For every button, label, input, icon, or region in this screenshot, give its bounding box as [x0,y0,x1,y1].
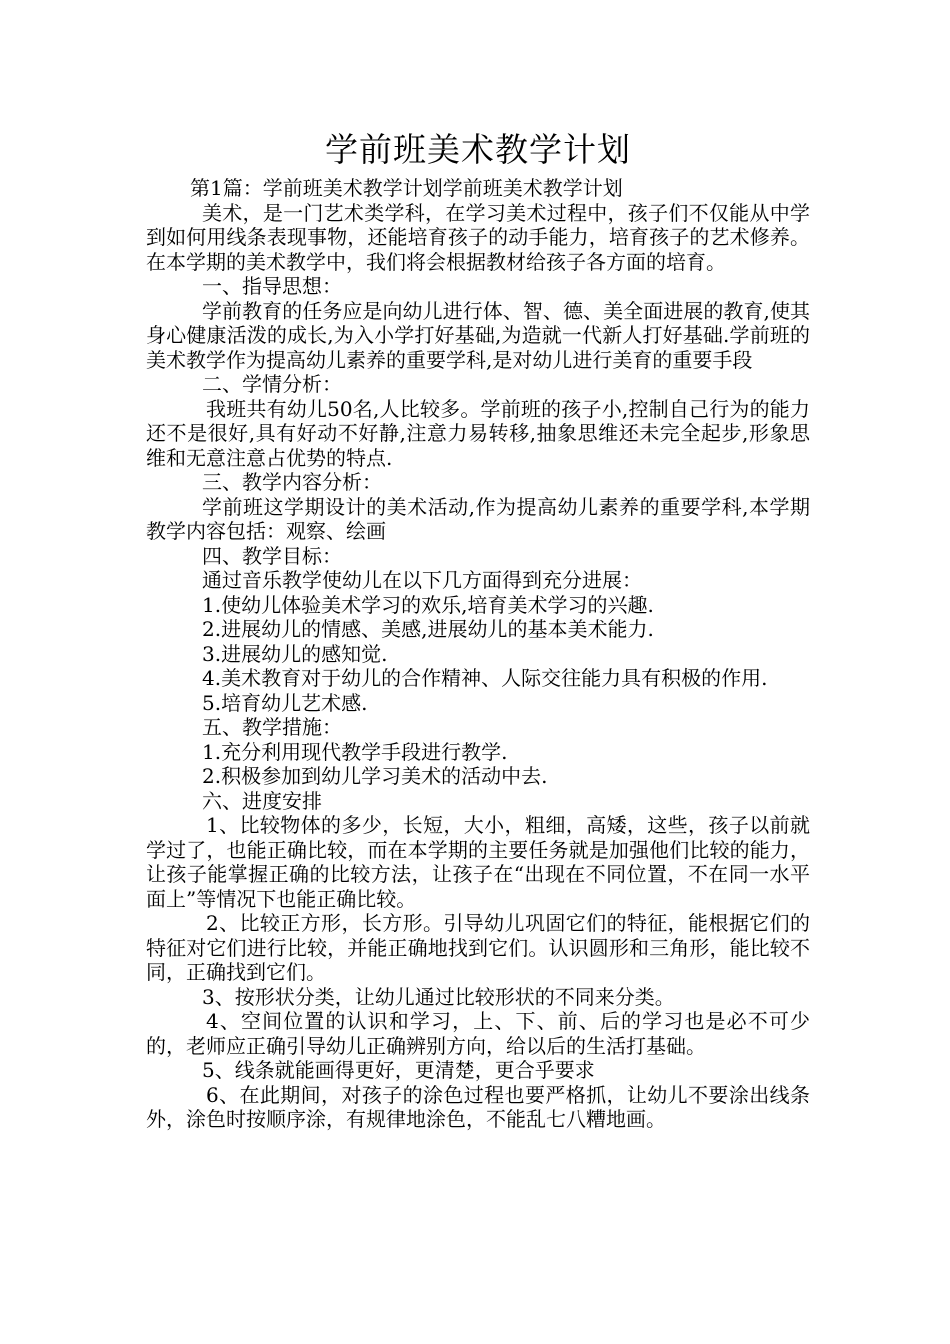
list-item: 1.充分利用现代教学手段进行教学. [202,739,508,764]
list-item: 2、比较正方形，长方形。引导幼儿巩固它们的特征，能根据它们的特征对它们进行比较，并能正确地找到它们。认识圆形和三角形，能比较不同，正确找到它们。 [146,911,810,984]
paragraph: 美术，是一门艺术类学科，在学习美术过程中，孩子们不仅能从中学到如何用线条表现事物，还能培育孩子的动手能力，培育孩子的艺术修养。在本学期的美术教学中，我们将会根据教材给孩子各方面的培育。 [146,200,810,274]
section-heading: 三、教学内容分析： [202,470,382,494]
paragraph: 学前班这学期设计的美术活动,作为提高幼儿素养的重要学科,本学期教学内容包括：观察、绘画 [146,494,810,543]
document-subtitle: 第1篇：学前班美术教学计划学前班美术教学计划 [190,176,623,200]
list-item: 6、在此期间，对孩子的涂色过程也要严格抓，让幼儿不要涂出线条外，涂色时按顺序涂，有规律地涂色，不能乱七八糟地画。 [146,1082,810,1131]
list-item: 1.使幼儿体验美术学习的欢乐,培育美术学习的兴趣. [202,592,654,617]
list-item: 5.培育幼儿艺术感. [202,690,368,715]
paragraph: 学前教育的任务应是向幼儿进行体、智、德、美全面进展的教育,使其身心健康活泼的成长,为入小学打好基础,为造就一代新人打好基础.学前班的美术教学作为提高幼儿素养的重要学科,是对幼儿进行美育的重要手段 [146,298,810,372]
section-heading: 五、教学措施： [202,715,342,739]
list-item: 3.进展幼儿的感知觉. [202,641,388,666]
document-title: 学前班美术教学计划 [325,130,631,169]
section-heading: 四、教学目标： [202,543,342,568]
paragraph: 我班共有幼儿50名,人比较多。学前班的孩子小,控制自己行为的能力还不是很好,具有好动不好静,注意力易转移,抽象思维还未完全起步,形象思维和无意注意占优势的特点. [146,396,810,470]
paragraph: 通过音乐教学使幼儿在以下几方面得到充分进展： [202,568,642,592]
list-item: 1、比较物体的多少，长短，大小，粗细，高矮，这些，孩子以前就学过了，也能正确比较，而在本学期的主要任务就是加强他们比较的能力，让孩子能掌握正确的比较方法，让孩子在“出现在不同位置，不在同一水平面上”等情况下也能正确比较。 [146,813,810,911]
list-item: 3、按形状分类，让幼儿通过比较形状的不同来分类。 [202,984,675,1009]
section-heading: 一、指导思想： [202,274,342,298]
list-item: 5、线条就能画得更好，更清楚，更合乎要求 [202,1058,595,1082]
list-item: 4.美术教育对于幼儿的合作精神、人际交往能力具有积极的作用. [202,666,768,690]
list-item: 4、空间位置的认识和学习，上、下、前、后的学习也是必不可少的，老师应正确引导幼儿正确辨别方向，给以后的生活打基础。 [146,1009,810,1058]
section-heading: 六、进度安排 [202,788,322,813]
section-heading: 二、学情分析： [202,372,342,396]
list-item: 2.进展幼儿的情感、美感,进展幼儿的基本美术能力. [202,617,654,641]
list-item: 2.积极参加到幼儿学习美术的活动中去. [202,764,548,788]
document-page [146,128,810,1132]
